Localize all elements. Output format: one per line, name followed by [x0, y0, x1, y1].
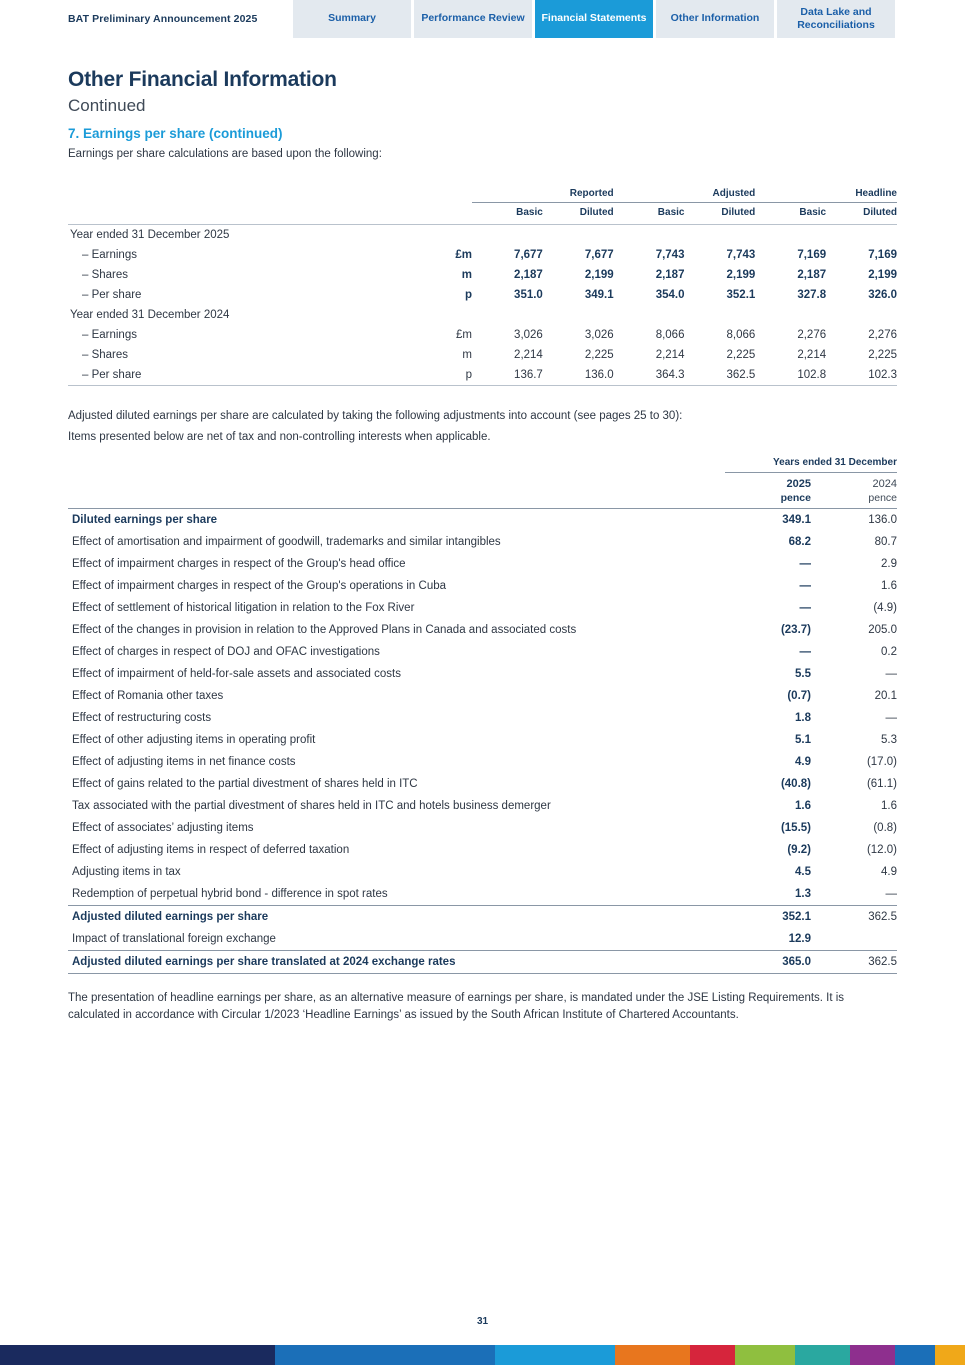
table-row: [68, 950, 897, 973]
table-row: [68, 345, 897, 365]
top-navigation: [0, 0, 965, 38]
row-label: Effect of adjusting items in net finance costs: [72, 755, 296, 768]
unit-current: pence: [780, 491, 811, 504]
cell-value: 7,169: [797, 248, 827, 261]
table-row: [68, 861, 897, 883]
cell-value: 2,214: [797, 348, 827, 361]
cell-value: 2,276: [797, 328, 827, 341]
cell-value: 2,187: [514, 268, 543, 281]
row-label: Effect of gains related to the partial divestment of shares held in ITC: [72, 777, 418, 790]
cell-value: 352.1: [726, 288, 756, 301]
cell-value: 0.2: [881, 645, 897, 658]
row-label: Effect of associates’ adjusting items: [72, 821, 254, 834]
cell-value: 362.5: [811, 905, 897, 928]
table-row: [68, 531, 897, 553]
cell-value: 205.0: [868, 623, 897, 636]
group-header-adjusted: Adjusted: [614, 188, 756, 203]
group-header-headline: Headline: [755, 188, 897, 203]
year-prior: 2024: [872, 477, 897, 490]
cell-value: 7,677: [514, 248, 543, 261]
colhdr-headline-basic: Basic: [799, 207, 827, 218]
cell-value: 327.8: [797, 288, 827, 301]
table-row: [68, 707, 897, 729]
eps-reconciliation-table: [68, 457, 897, 974]
table-row: [68, 285, 897, 305]
table-row: [68, 224, 897, 245]
tab-other-information[interactable]: Other Information: [653, 0, 774, 38]
cell-value: (4.9): [873, 601, 897, 614]
tab-data-lake-and-reconciliations[interactable]: Data Lake and Reconciliations: [774, 0, 895, 38]
row-label: Adjusted diluted earnings per share: [68, 905, 725, 928]
cell-value: (9.2): [787, 843, 811, 856]
cell-value: 354.0: [655, 288, 685, 301]
footer-swatch-green: [735, 1345, 795, 1365]
table-row: [68, 751, 897, 773]
cell-value: 5.3: [881, 733, 897, 746]
cell-value: 362.5: [726, 368, 756, 381]
cell-value: 4.5: [795, 865, 811, 878]
cell-value: —: [799, 557, 811, 570]
row-label: – Earnings: [82, 248, 137, 261]
footer-swatch-blue-2: [895, 1345, 935, 1365]
colhdr-headline-diluted: Diluted: [863, 207, 897, 218]
cell-value: 7,677: [584, 248, 614, 261]
cell-value: 136.7: [514, 368, 543, 381]
cell-value: 364.3: [655, 368, 685, 381]
table-row: [68, 685, 897, 707]
cell-value: 68.2: [788, 535, 811, 548]
row-label: Effect of impairment charges in respect of the Group's operations in Cuba: [72, 579, 447, 592]
cell-value: 8,066: [726, 328, 756, 341]
adjustments-paragraph-2: Items presented below are net of tax and non-controlling interests when applicable.: [68, 430, 491, 443]
footer-swatch-purple: [850, 1345, 895, 1365]
cell-value: —: [799, 601, 811, 614]
cell-value: 349.1: [584, 288, 614, 301]
row-label: Tax associated with the partial divestment of shares held in ITC and hotels business demerger: [72, 799, 551, 812]
row-label: – Per share: [82, 368, 142, 381]
row-label: – Per share: [82, 288, 142, 301]
cell-value: (0.7): [787, 689, 811, 702]
table-row: [68, 265, 897, 285]
footer-swatch-red: [690, 1345, 735, 1365]
row-label: Redemption of perpetual hybrid bond - difference in spot rates: [72, 887, 388, 900]
cell-value: 352.1: [725, 905, 811, 928]
row-label: – Earnings: [82, 328, 137, 341]
group-header-reported: Reported: [472, 188, 614, 203]
cell-value: 362.5: [811, 950, 897, 973]
footer-swatch-lightblue: [495, 1345, 615, 1365]
cell-value: 2,199: [726, 268, 756, 281]
row-label: Effect of amortisation and impairment of goodwill, trademarks and similar intangibles: [72, 535, 501, 548]
row-label: Effect of adjusting items in respect of deferred taxation: [72, 843, 350, 856]
table-row: [68, 553, 897, 575]
row-label: Diluted earnings per share: [68, 508, 725, 531]
table-row: [68, 839, 897, 861]
footer-color-bar: [0, 1345, 965, 1365]
tab-summary[interactable]: Summary: [290, 0, 411, 38]
section-intro: Earnings per share calculations are based upon the following:: [68, 148, 382, 160]
table-row: [68, 773, 897, 795]
colhdr-adjusted-basic: Basic: [657, 207, 685, 218]
cell-value: 4.9: [795, 755, 811, 768]
table-row: [68, 663, 897, 685]
row-label: – Shares: [82, 348, 129, 361]
cell-value: 5.5: [795, 667, 811, 680]
row-label: Adjusted diluted earnings per share translated at 2024 exchange rates: [68, 950, 725, 973]
page-subtitle: Continued: [68, 96, 146, 115]
cell-value: 2.9: [881, 557, 897, 570]
row-unit: p: [464, 288, 473, 301]
cell-value: 12.9: [788, 932, 811, 945]
row-label: Adjusting items in tax: [72, 865, 181, 878]
table-row: [68, 817, 897, 839]
cell-value: (40.8): [780, 777, 811, 790]
row-label: Effect of restructuring costs: [72, 711, 212, 724]
colhdr-adjusted-diluted: Diluted: [721, 207, 756, 218]
unit-prior: pence: [868, 491, 897, 504]
section-title-2024: Year ended 31 December 2024: [70, 308, 230, 321]
cell-value: 80.7: [874, 535, 897, 548]
row-unit: £m: [455, 248, 473, 261]
footer-swatch-yellow: [935, 1345, 965, 1365]
cell-value: 4.9: [881, 865, 897, 878]
cell-value: (0.8): [873, 821, 897, 834]
cell-value: (12.0): [866, 843, 897, 856]
table-row: [68, 928, 897, 951]
row-unit: £m: [456, 328, 473, 341]
table-row: [68, 508, 897, 531]
cell-value: 1.6: [881, 799, 897, 812]
table-row: [68, 365, 897, 385]
cell-value: (23.7): [780, 623, 811, 636]
cell-value: 2,225: [584, 348, 614, 361]
table-row: [68, 729, 897, 751]
row-label: Effect of Romania other taxes: [72, 689, 224, 702]
cell-value: 102.8: [797, 368, 827, 381]
row-unit: m: [462, 348, 473, 361]
cell-value: —: [885, 887, 897, 900]
page-number: 31: [476, 1316, 489, 1327]
tab-financial-statements[interactable]: Financial Statements: [532, 0, 653, 38]
cell-value: 7,743: [655, 248, 685, 261]
table-row: [68, 305, 897, 325]
table-row: [68, 575, 897, 597]
cell-value: 2,187: [655, 268, 685, 281]
table-row: [68, 905, 897, 928]
cell-value: 351.0: [514, 288, 543, 301]
cell-value: 7,169: [868, 248, 897, 261]
cell-value: 20.1: [874, 689, 897, 702]
table-row: [68, 597, 897, 619]
row-label: – Shares: [82, 268, 129, 281]
cell-value: 2,225: [868, 348, 897, 361]
cell-value: 3,026: [514, 328, 543, 341]
footer-swatch-navy: [0, 1345, 275, 1365]
cell-value: 136.0: [811, 508, 897, 531]
cell-value: 2,199: [584, 268, 614, 281]
group-header-years: Years ended 31 December: [773, 457, 897, 469]
table1-group-header-row: [68, 188, 897, 203]
page-title: Other Financial Information: [68, 68, 337, 91]
brand-title: BAT Preliminary Announcement 2025: [68, 13, 258, 25]
row-label: Effect of impairment of held-for-sale assets and associated costs: [72, 667, 401, 680]
footnote-text: The presentation of headline earnings per share, as an alternative measure of earnings per share, is mandated under the JSE Listing Requirements. It is calculated in accordance with Circular 1/2023 ‘Headline Earnings’ as issued by the South African Institute of Chartered Accountants.: [68, 991, 845, 1021]
row-unit: m: [461, 268, 473, 281]
table-row: [68, 883, 897, 906]
cell-value: 1.8: [795, 711, 811, 724]
cell-value: 8,066: [655, 328, 685, 341]
footer-swatch-blue: [275, 1345, 495, 1365]
cell-value: 349.1: [725, 508, 811, 531]
table-row: [68, 325, 897, 345]
row-label: Effect of settlement of historical litigation in relation to the Fox River: [72, 601, 415, 614]
table-row: [68, 795, 897, 817]
table2-unit-row: [68, 491, 897, 509]
cell-value: 1.6: [881, 579, 897, 592]
row-label: Effect of impairment charges in respect of the Group's head office: [72, 557, 406, 570]
section-title-2025: Year ended 31 December 2025: [70, 228, 230, 241]
cell-value: [811, 928, 897, 951]
cell-value: —: [885, 711, 897, 724]
table-row: [68, 245, 897, 265]
cell-value: 136.0: [584, 368, 614, 381]
cell-value: 2,276: [868, 328, 897, 341]
eps-summary-table: [68, 188, 897, 386]
row-label: Effect of the changes in provision in relation to the Approved Plans in Canada and associated costs: [72, 623, 577, 636]
cell-value: 102.3: [868, 368, 897, 381]
adjustments-paragraph-1: Adjusted diluted earnings per share are calculated by taking the following adjustments into account (see pages 25 to 30):: [68, 410, 683, 422]
cell-value: 365.0: [725, 950, 811, 973]
tab-performance-review[interactable]: Performance Review: [411, 0, 532, 38]
table2-group-header-row: [68, 457, 897, 471]
table2-year-row: [68, 472, 897, 491]
cell-value: (17.0): [866, 755, 897, 768]
cell-value: (61.1): [866, 777, 897, 790]
colhdr-reported-basic: Basic: [516, 207, 543, 218]
table-row: [68, 641, 897, 663]
section-heading: 7. Earnings per share (continued): [68, 126, 283, 141]
table1-subheader-row: [68, 203, 897, 224]
cell-value: 7,743: [726, 248, 756, 261]
cell-value: 2,214: [655, 348, 685, 361]
cell-value: 1.3: [795, 887, 811, 900]
cell-value: —: [799, 579, 811, 592]
cell-value: —: [799, 645, 811, 658]
row-unit: p: [465, 368, 473, 381]
year-current: 2025: [786, 477, 811, 490]
cell-value: (15.5): [780, 821, 811, 834]
cell-value: 2,199: [868, 268, 897, 281]
row-label: Effect of charges in respect of DOJ and OFAC investigations: [72, 645, 380, 658]
footer-swatch-teal: [795, 1345, 850, 1365]
cell-value: 5.1: [795, 733, 811, 746]
table-row: [68, 619, 897, 641]
cell-value: 326.0: [868, 288, 897, 301]
cell-value: 2,187: [797, 268, 827, 281]
row-label: Effect of other adjusting items in operating profit: [72, 733, 316, 746]
cell-value: 2,214: [514, 348, 543, 361]
cell-value: —: [885, 667, 897, 680]
cell-value: 2,225: [726, 348, 756, 361]
row-label: Impact of translational foreign exchange: [72, 932, 276, 945]
colhdr-reported-diluted: Diluted: [579, 207, 614, 218]
table1-bottom-rule: [68, 385, 897, 386]
cell-value: 1.6: [795, 799, 811, 812]
footer-swatch-orange: [615, 1345, 690, 1365]
page-content: [0, 68, 965, 1023]
cell-value: 3,026: [584, 328, 614, 341]
